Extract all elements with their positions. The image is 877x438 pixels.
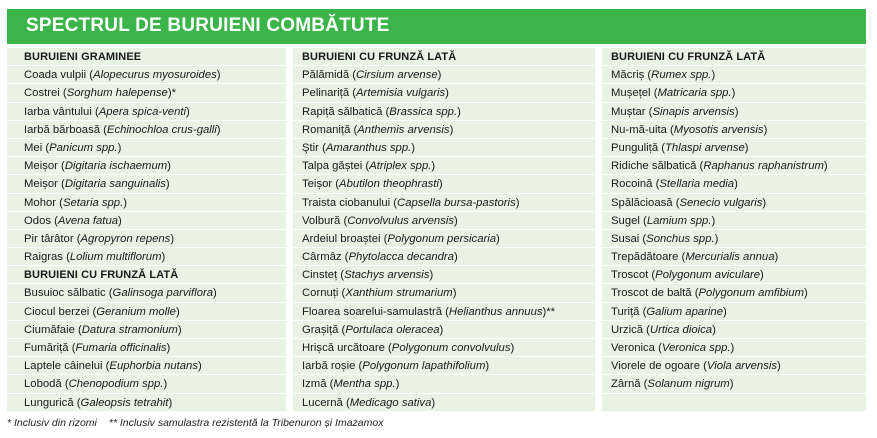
- weed-common-name: Veronica: [611, 342, 655, 354]
- weed-common-name: Mohor: [24, 196, 57, 209]
- weed-latin-name: Xanthium strumarium: [345, 287, 453, 300]
- weed-common-name: Sugel: [611, 214, 640, 227]
- weed-common-name: Fumăriță: [24, 342, 69, 354]
- section-header: BURUIENI CU FRUNZĂ LATĂ: [7, 266, 286, 284]
- weed-common-name: Odos: [24, 214, 52, 227]
- footnote-mark: *: [171, 87, 176, 100]
- weed-latin-name: Echinochloa crus-galli: [106, 123, 217, 136]
- weed-common-name: Mușețel: [611, 87, 651, 100]
- weed-row: Fumăriță (Fumaria officinalis): [7, 339, 286, 357]
- weed-latin-name: Brassica spp.: [389, 105, 458, 118]
- weed-row: Lucernă (Medicago sativa): [293, 394, 595, 412]
- weed-latin-name: Veronica spp.: [661, 342, 731, 354]
- weed-row: Odos (Avena fatua): [7, 212, 286, 230]
- weed-common-name: Ardeiul broaștei: [302, 232, 381, 245]
- weed-latin-name: Phytolacca decandra: [348, 251, 454, 264]
- weed-row: Meișor (Digitaria ischaemum): [7, 157, 286, 175]
- weed-common-name: Talpa găștei: [302, 160, 363, 173]
- weed-latin-name: Agropyron repens: [80, 232, 171, 245]
- weed-latin-name: Panicum spp.: [49, 141, 118, 154]
- weed-common-name: Izmă: [302, 378, 327, 391]
- weed-latin-name: Myosotis arvensis: [673, 123, 764, 136]
- table-column-2: [293, 48, 595, 412]
- weed-row: Mei (Panicum spp.): [7, 139, 286, 157]
- weed-row: Veronica (Veronica spp.): [602, 339, 866, 357]
- weed-latin-name: Polygonum convolvulus: [391, 342, 511, 354]
- weed-latin-name: Lamium spp.: [646, 214, 712, 227]
- weed-common-name: Urzică: [611, 323, 644, 336]
- weed-common-name: Ridiche sălbatică: [611, 160, 697, 173]
- weed-latin-name: Cirsium arvense: [356, 69, 438, 82]
- weed-common-name: Hrișcă urcătoare: [302, 342, 385, 354]
- column-separator: [595, 48, 602, 412]
- weed-common-name: Busuioc sălbatic: [24, 287, 106, 300]
- weed-latin-name: Galinsoga parviflora: [112, 287, 214, 300]
- weed-common-name: Romaniță: [302, 123, 351, 136]
- weed-row: Rapiță sălbatică (Brassica spp.): [293, 103, 595, 121]
- empty-row: [602, 394, 866, 412]
- weed-latin-name: Chenopodium spp.: [68, 378, 164, 391]
- weed-latin-name: Fumaria officinalis: [75, 342, 167, 354]
- weed-latin-name: Stellaria media: [659, 178, 735, 191]
- weed-row: Meișor (Digitaria sanguinalis): [7, 175, 286, 193]
- weed-common-name: Zârnă: [611, 378, 641, 391]
- weed-common-name: Rapiță sălbatică: [302, 105, 383, 118]
- weed-latin-name: Medicago sativa: [349, 396, 432, 409]
- weed-common-name: Floarea soarelui-samulastră: [302, 305, 443, 318]
- weed-common-name: Grașiță: [302, 323, 339, 336]
- weed-latin-name: Solanum nigrum: [647, 378, 730, 391]
- weed-latin-name: Raphanus raphanistrum: [703, 160, 824, 173]
- weed-latin-name: Digitaria ischaemum: [64, 160, 168, 173]
- weed-row: Floarea soarelui-samulastră (Helianthus annuus)**: [293, 303, 595, 321]
- weed-row: Susai (Sonchus spp.): [602, 230, 866, 248]
- weed-latin-name: Mentha spp.: [333, 378, 396, 391]
- weed-row: Pălămidă (Cirsium arvense): [293, 66, 595, 84]
- weed-row: Pir târâtor (Agropyron repens): [7, 230, 286, 248]
- weed-common-name: Meișor: [24, 178, 58, 191]
- weed-common-name: Cinsteț: [302, 269, 338, 282]
- weed-common-name: Măcriș: [611, 69, 645, 82]
- weed-row: Nu-mă-uita (Myosotis arvensis): [602, 121, 866, 139]
- weed-latin-name: Galeopsis tetrahit: [80, 396, 169, 409]
- weed-common-name: Pălămidă: [302, 69, 350, 82]
- weed-row: Turiță (Galium aparine): [602, 303, 866, 321]
- weed-row: Troscot de baltă (Polygonum amfibium): [602, 284, 866, 302]
- page-title: SPECTRUL DE BURUIENI COMBĂTUTE: [26, 15, 390, 36]
- weed-common-name: Viorele de ogoare: [611, 360, 700, 373]
- weed-common-name: Troscot de baltă: [611, 287, 692, 300]
- weed-row: Ştir (Amaranthus spp.): [293, 139, 595, 157]
- weed-common-name: Volbură: [302, 214, 341, 227]
- weed-common-name: Coada vulpii: [24, 69, 87, 82]
- weed-common-name: Traista ciobanului: [302, 196, 391, 209]
- weed-latin-name: Avena fatua: [57, 214, 119, 227]
- weed-common-name: Muștar: [611, 105, 646, 118]
- weed-row: Punguliță (Thlaspi arvense): [602, 139, 866, 157]
- weed-latin-name: Anthemis arvensis: [357, 123, 450, 136]
- weed-row: Traista ciobanului (Capsella bursa-pastoris): [293, 194, 595, 212]
- weed-common-name: Pelinariță: [302, 87, 350, 100]
- weed-common-name: Ştir: [302, 141, 319, 154]
- weed-row: Ardeiul broaștei (Polygonum persicaria): [293, 230, 595, 248]
- weed-row: Romaniță (Anthemis arvensis): [293, 121, 595, 139]
- weed-latin-name: Matricaria spp.: [657, 87, 732, 100]
- section-header: BURUIENI GRAMINEE: [7, 48, 286, 66]
- weed-row: Spălăcioasă (Senecio vulgaris): [602, 194, 866, 212]
- weed-latin-name: Polygonum amfibium: [698, 287, 804, 300]
- weed-row: Troscot (Polygonum aviculare): [602, 266, 866, 284]
- weed-latin-name: Polygonum lapathifolium: [362, 360, 486, 373]
- weed-common-name: Iarbă roșie: [302, 360, 356, 373]
- weed-latin-name: Polygonum aviculare: [655, 269, 761, 282]
- weed-common-name: Teișor: [302, 178, 333, 191]
- weed-row: Cârmâz (Phytolacca decandra): [293, 248, 595, 266]
- weed-row: Zârnă (Solanum nigrum): [602, 375, 866, 393]
- weed-row: Ciocul berzei (Geranium molle): [7, 303, 286, 321]
- weed-row: Iarbă roșie (Polygonum lapathifolium): [293, 357, 595, 375]
- weed-table: [7, 48, 866, 412]
- weed-latin-name: Helianthus annuus: [448, 305, 543, 318]
- weed-row: Urzică (Urtica dioica): [602, 321, 866, 339]
- weed-latin-name: Sonchus spp.: [646, 232, 715, 245]
- weed-common-name: Ciocul berzei: [24, 305, 90, 318]
- weed-common-name: Trepădătoare: [611, 251, 679, 264]
- weed-row: Grașiță (Portulaca oleracea): [293, 321, 595, 339]
- weed-common-name: Lucernă: [302, 396, 343, 409]
- title-banner: [7, 9, 866, 44]
- weed-latin-name: Abutilon theophrasti: [339, 178, 439, 191]
- weed-row: Laptele câinelui (Euphorbia nutans): [7, 357, 286, 375]
- weed-row: Volbură (Convolvulus arvensis): [293, 212, 595, 230]
- footnote: * Inclusiv din rizomi: [7, 417, 97, 429]
- weed-latin-name: Portulaca oleracea: [345, 323, 440, 336]
- weed-latin-name: Stachys arvensis: [344, 269, 430, 282]
- weed-common-name: Punguliță: [611, 141, 659, 154]
- weed-common-name: Meișor: [24, 160, 58, 173]
- footnotes: [7, 417, 392, 429]
- weed-latin-name: Datura stramonium: [81, 323, 178, 336]
- weed-latin-name: Senecio vulgaris: [679, 196, 763, 209]
- column-separator: [286, 48, 293, 412]
- weed-row: Hrișcă urcătoare (Polygonum convolvulus): [293, 339, 595, 357]
- weed-common-name: Pir târâtor: [24, 232, 74, 245]
- weed-latin-name: Sinapis arvensis: [652, 105, 735, 118]
- footnote-mark: **: [546, 305, 556, 318]
- weed-row: Pelinariță (Artemisia vulgaris): [293, 84, 595, 102]
- weed-row: Ridiche sălbatică (Raphanus raphanistrum): [602, 157, 866, 175]
- weed-row: Teișor (Abutilon theophrasti): [293, 175, 595, 193]
- weed-latin-name: Geranium molle: [96, 305, 176, 318]
- weed-row: Sugel (Lamium spp.): [602, 212, 866, 230]
- weed-latin-name: Sorghum halepense: [66, 87, 168, 100]
- weed-common-name: Rocoină: [611, 178, 653, 191]
- section-header: BURUIENI CU FRUNZĂ LATĂ: [602, 48, 866, 66]
- weed-latin-name: Galium aparine: [646, 305, 723, 318]
- weed-row: Viorele de ogoare (Viola arvensis): [602, 357, 866, 375]
- weed-latin-name: Amaranthus spp.: [325, 141, 412, 154]
- weed-latin-name: Urtica dioica: [649, 323, 713, 336]
- weed-latin-name: Digitaria sanguinalis: [64, 178, 166, 191]
- weed-common-name: Cârmâz: [302, 251, 342, 264]
- weed-latin-name: Artemisia vulgaris: [356, 87, 446, 100]
- table-column-1: [7, 48, 286, 412]
- weed-row: Cornuți (Xanthium strumarium): [293, 284, 595, 302]
- weed-common-name: Lobodă: [24, 378, 62, 391]
- weed-row: Lungurică (Galeopsis tetrahit): [7, 394, 286, 412]
- weed-latin-name: Apera spica-venti: [98, 105, 187, 118]
- weed-latin-name: Mercurialis annua: [685, 251, 775, 264]
- weed-row: Talpa găștei (Atriplex spp.): [293, 157, 595, 175]
- weed-common-name: Iarba vântului: [24, 105, 92, 118]
- weed-common-name: Nu-mă-uita: [611, 123, 667, 136]
- weed-row: Coada vulpii (Alopecurus myosuroides): [7, 66, 286, 84]
- weed-row: Lobodă (Chenopodium spp.): [7, 375, 286, 393]
- weed-row: Costrei (Sorghum halepense)*: [7, 84, 286, 102]
- weed-latin-name: Alopecurus myosuroides: [93, 69, 217, 82]
- weed-common-name: Costrei: [24, 87, 60, 100]
- weed-row: Ciumăfaie (Datura stramonium): [7, 321, 286, 339]
- weed-common-name: Cornuți: [302, 287, 339, 300]
- footnote: ** Inclusiv samulastra rezistentă la Tribenuron și Imazamox: [108, 417, 384, 429]
- weed-latin-name: Convolvulus arvensis: [347, 214, 454, 227]
- weed-row: Iarba vântului (Apera spica-venti): [7, 103, 286, 121]
- weed-common-name: Ciumăfaie: [24, 323, 75, 336]
- weed-latin-name: Atriplex spp.: [369, 160, 432, 173]
- weed-common-name: Laptele câinelui: [24, 360, 103, 373]
- weed-row: Iarbă bărboasă (Echinochloa crus-galli): [7, 121, 286, 139]
- weed-common-name: Susai: [611, 232, 640, 245]
- weed-common-name: Lungurică: [24, 396, 74, 409]
- weed-common-name: Spălăcioasă: [611, 196, 673, 209]
- weed-common-name: Turiță: [611, 305, 640, 318]
- weed-row: Busuioc sălbatic (Galinsoga parviflora): [7, 284, 286, 302]
- section-header: BURUIENI CU FRUNZĂ LATĂ: [293, 48, 595, 66]
- weed-row: Cinsteț (Stachys arvensis): [293, 266, 595, 284]
- weed-common-name: Iarbă bărboasă: [24, 123, 100, 136]
- weed-row: Muștar (Sinapis arvensis): [602, 103, 866, 121]
- weed-row: Măcriș (Rumex spp.): [602, 66, 866, 84]
- weed-row: Mușețel (Matricaria spp.): [602, 84, 866, 102]
- weed-latin-name: Setaria spp.: [62, 196, 124, 209]
- table-column-3: [602, 48, 866, 412]
- weed-latin-name: Viola arvensis: [706, 360, 778, 373]
- weed-latin-name: Rumex spp.: [651, 69, 712, 82]
- weed-latin-name: Capsella bursa-pastoris: [397, 196, 516, 209]
- weed-row: Trepădătoare (Mercurialis annua): [602, 248, 866, 266]
- weed-row: Raigras (Lolium multiflorum): [7, 248, 286, 266]
- weed-common-name: Mei: [24, 141, 43, 154]
- weed-latin-name: Thlaspi arvense: [665, 141, 745, 154]
- weed-latin-name: Euphorbia nutans: [109, 360, 198, 373]
- weed-latin-name: Lolium multiflorum: [69, 251, 162, 264]
- weed-row: Izmă (Mentha spp.): [293, 375, 595, 393]
- weed-row: Rocoină (Stellaria media): [602, 175, 866, 193]
- weed-common-name: Troscot: [611, 269, 649, 282]
- weed-latin-name: Polygonum persicaria: [387, 232, 497, 245]
- weed-common-name: Raigras: [24, 251, 63, 264]
- weed-row: Mohor (Setaria spp.): [7, 194, 286, 212]
